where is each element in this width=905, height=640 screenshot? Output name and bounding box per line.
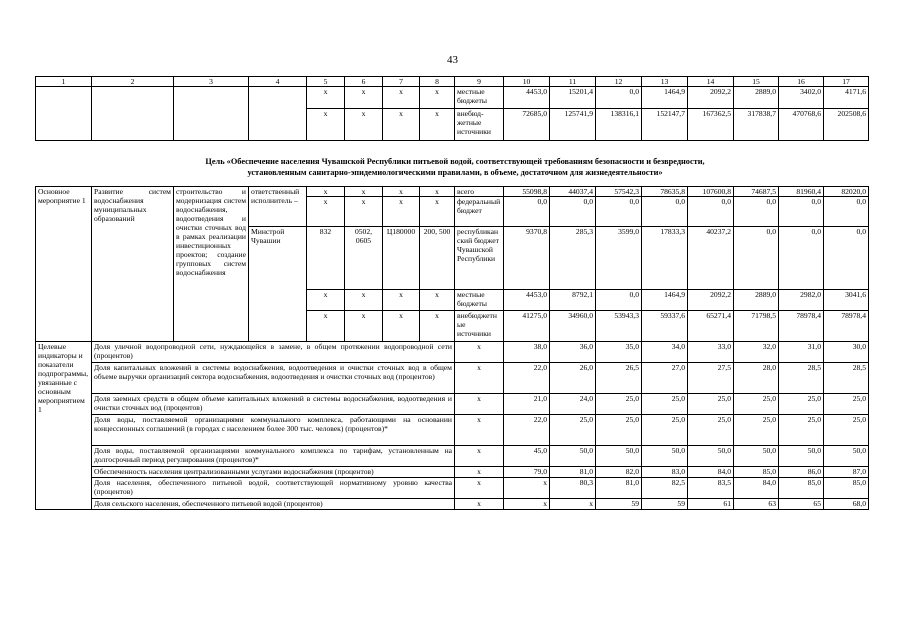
value-cell: 78635,8 xyxy=(642,187,688,197)
cell-expense-type: х xyxy=(420,197,455,227)
indicator-marker: х xyxy=(455,467,504,478)
cell-section: х xyxy=(345,87,383,109)
table-main xyxy=(35,186,869,510)
header-cell: 3 xyxy=(174,77,249,87)
cell-grbs: х xyxy=(307,109,345,141)
value-cell: 31,0 xyxy=(779,342,824,363)
value-cell: 167362,5 xyxy=(688,109,734,141)
indicator-row xyxy=(36,394,869,415)
cell-section: х xyxy=(345,187,383,197)
value-cell: 83,0 xyxy=(642,467,688,478)
value-cell: 80,3 xyxy=(550,478,596,499)
cell-grbs: х xyxy=(307,290,345,311)
value-cell: 0,0 xyxy=(824,197,869,227)
indicator-row xyxy=(36,467,869,478)
header-row xyxy=(36,77,869,87)
value-cell: 28,5 xyxy=(824,363,869,394)
value-cell: х xyxy=(504,499,550,510)
indicator-marker: х xyxy=(455,478,504,499)
cell-target-article: х xyxy=(383,290,420,311)
value-cell: 35,0 xyxy=(596,342,642,363)
value-cell: 82,0 xyxy=(596,467,642,478)
header-cell: 17 xyxy=(824,77,869,87)
empty-cell xyxy=(249,87,307,141)
value-cell: 63 xyxy=(734,499,779,510)
value-cell: 34,0 xyxy=(642,342,688,363)
header-cell: 14 xyxy=(688,77,734,87)
value-cell: 84,0 xyxy=(688,467,734,478)
value-cell: 82,5 xyxy=(642,478,688,499)
indicator-row xyxy=(36,342,869,363)
value-cell: 0,0 xyxy=(734,227,779,290)
header-cell: 6 xyxy=(345,77,383,87)
value-cell: 25,0 xyxy=(642,415,688,446)
value-cell: 0,0 xyxy=(504,197,550,227)
value-cell: 0,0 xyxy=(596,290,642,311)
value-cell: 0,0 xyxy=(779,197,824,227)
value-cell: 55098,8 xyxy=(504,187,550,197)
indicator-row xyxy=(36,446,869,467)
value-cell: 0,0 xyxy=(596,197,642,227)
value-cell: 50,0 xyxy=(824,446,869,467)
value-cell: 0,0 xyxy=(779,227,824,290)
header-cell: 2 xyxy=(92,77,174,87)
value-cell: 45,0 xyxy=(504,446,550,467)
funding-source: местные бюджеты xyxy=(455,87,504,109)
header-cell: 8 xyxy=(420,77,455,87)
value-cell: 74687,5 xyxy=(734,187,779,197)
value-cell: 2982,0 xyxy=(779,290,824,311)
value-cell: 32,0 xyxy=(734,342,779,363)
value-cell: 125741,9 xyxy=(550,109,596,141)
value-cell: 57542,3 xyxy=(596,187,642,197)
value-cell: 25,0 xyxy=(642,394,688,415)
cell-section: х xyxy=(345,290,383,311)
value-cell: 25,0 xyxy=(779,415,824,446)
value-cell: 25,0 xyxy=(688,394,734,415)
measure-responsible: ответственный исполнитель – xyxy=(249,187,307,227)
value-cell: 85,0 xyxy=(824,478,869,499)
goal-line-2: установленным санитарно-эпидемиологическими правилами, в объеме, достаточном для жизнедеятельности» xyxy=(247,168,663,177)
cell-section: х xyxy=(345,109,383,141)
indicator-row xyxy=(36,363,869,394)
cell-expense-type: х xyxy=(420,290,455,311)
value-cell: 50,0 xyxy=(596,446,642,467)
value-cell: 82020,0 xyxy=(824,187,869,197)
value-cell: 78978,4 xyxy=(824,311,869,342)
value-cell: 87,0 xyxy=(824,467,869,478)
value-cell: 86,0 xyxy=(779,467,824,478)
cell-target-article: х xyxy=(383,187,420,197)
header-cell: 1 xyxy=(36,77,92,87)
value-cell: 78978,4 xyxy=(779,311,824,342)
cell-grbs: х xyxy=(307,187,345,197)
value-cell: 68,0 xyxy=(824,499,869,510)
page-number: 43 xyxy=(447,54,458,66)
value-cell: 40237,2 xyxy=(688,227,734,290)
indicator-marker: х xyxy=(455,342,504,363)
value-cell: 85,0 xyxy=(779,478,824,499)
empty-cell xyxy=(92,87,174,141)
value-cell: 50,0 xyxy=(688,446,734,467)
value-cell: 0,0 xyxy=(642,197,688,227)
header-cell: 9 xyxy=(455,77,504,87)
value-cell: 81,0 xyxy=(550,467,596,478)
cell-target-article: х xyxy=(383,109,420,141)
cell-section: 0502, 0605 xyxy=(345,227,383,290)
header-cell: 12 xyxy=(596,77,642,87)
value-cell: 1464,9 xyxy=(642,290,688,311)
value-cell: 25,0 xyxy=(688,415,734,446)
funding-source: федеральный бюджет xyxy=(455,197,504,227)
value-cell: 4453,0 xyxy=(504,290,550,311)
value-cell: 2092,2 xyxy=(688,87,734,109)
value-cell: 25,0 xyxy=(824,394,869,415)
value-cell: 65271,4 xyxy=(688,311,734,342)
cell-target-article: х xyxy=(383,197,420,227)
value-cell: 81960,4 xyxy=(779,187,824,197)
cell-grbs: х xyxy=(307,311,345,342)
value-cell: 44037,4 xyxy=(550,187,596,197)
cell-section: х xyxy=(345,311,383,342)
value-cell: 152147,7 xyxy=(642,109,688,141)
value-cell: 25,0 xyxy=(596,394,642,415)
value-cell: х xyxy=(550,499,596,510)
header-cell: 7 xyxy=(383,77,420,87)
value-cell: 3599,0 xyxy=(596,227,642,290)
indicator-text: Доля воды, поставляемой организациями коммунального комплекса, работающими на основании концессионных соглашений (в городах с населением более 300 тыс. человек) (процентов)* xyxy=(92,415,455,446)
value-cell: 34960,0 xyxy=(550,311,596,342)
value-cell: 25,0 xyxy=(824,415,869,446)
value-cell: 59 xyxy=(642,499,688,510)
cell-target-article: Ц180000 xyxy=(383,227,420,290)
measure-description: строительство и модернизация систем водоснабжения, водоотведения и очистки сточных вод в рамках реализации инвестиционных проектов; создание групповых систем водоснабжения xyxy=(174,187,249,342)
value-cell: 28,0 xyxy=(734,363,779,394)
value-cell: 50,0 xyxy=(642,446,688,467)
measure-label: Основное мероприятие 1 xyxy=(36,187,92,342)
funding-source: республиканский бюджет Чувашской Республики xyxy=(455,227,504,290)
header-cell: 16 xyxy=(779,77,824,87)
value-cell: 3402,0 xyxy=(779,87,824,109)
value-cell: 21,0 xyxy=(504,394,550,415)
indicator-marker: х xyxy=(455,499,504,510)
goal-line-1: Цель «Обеспечение населения Чувашской Республики питьевой водой, соответствующей требованиям безопасности и безвредности, xyxy=(205,157,705,166)
indicator-marker: х xyxy=(455,446,504,467)
cell-target-article: х xyxy=(383,311,420,342)
value-cell: 26,5 xyxy=(596,363,642,394)
value-cell: 59337,6 xyxy=(642,311,688,342)
value-cell: 50,0 xyxy=(734,446,779,467)
value-cell: 8792,1 xyxy=(550,290,596,311)
value-cell: 17833,3 xyxy=(642,227,688,290)
cell-grbs: х xyxy=(307,197,345,227)
header-cell: 11 xyxy=(550,77,596,87)
value-cell: 53943,3 xyxy=(596,311,642,342)
indicator-marker: х xyxy=(455,415,504,446)
value-cell: 36,0 xyxy=(550,342,596,363)
value-cell: 81,0 xyxy=(596,478,642,499)
cell-expense-type: х xyxy=(420,87,455,109)
value-cell: 0,0 xyxy=(550,197,596,227)
measure-name: Развитие систем водоснабжения муниципальных образований xyxy=(92,187,174,342)
indicator-marker: х xyxy=(455,363,504,394)
indicator-marker: х xyxy=(455,394,504,415)
value-cell: 24,0 xyxy=(550,394,596,415)
value-cell: 22,0 xyxy=(504,415,550,446)
funding-source: всего xyxy=(455,187,504,197)
value-cell: 317838,7 xyxy=(734,109,779,141)
value-cell: 25,0 xyxy=(550,415,596,446)
cell-grbs: 832 xyxy=(307,227,345,290)
cell-grbs: х xyxy=(307,87,345,109)
value-cell: 71798,5 xyxy=(734,311,779,342)
table-row xyxy=(36,187,869,197)
funding-source: внебюд-жетные источники xyxy=(455,109,504,141)
cell-expense-type: 200, 500 xyxy=(420,227,455,290)
indicator-row xyxy=(36,478,869,499)
cell-target-article: х xyxy=(383,87,420,109)
indicator-row xyxy=(36,499,869,510)
value-cell: 25,0 xyxy=(734,394,779,415)
indicator-row xyxy=(36,415,869,446)
value-cell: 22,0 xyxy=(504,363,550,394)
indicator-text: Доля капитальных вложений в системы водоснабжения, водоотведения и очистки сточных вод в общем объеме выручки организаций сектора водоснабжения, водоотведения и очистки сточных вод (процентов) xyxy=(92,363,455,394)
value-cell: 0,0 xyxy=(734,197,779,227)
measure-executor: Минстрой Чувашии xyxy=(249,227,307,342)
header-cell: 10 xyxy=(504,77,550,87)
value-cell: 38,0 xyxy=(504,342,550,363)
indicator-text: Доля населения, обеспеченного питьевой водой, соответствующей нормативному уровню качества (процентов) xyxy=(92,478,455,499)
funding-source: внебюджетные источники xyxy=(455,311,504,342)
value-cell: 2889,0 xyxy=(734,87,779,109)
indicators-label: Целевые индикаторы и показатели подпрограммы, увязанные с основным мероприятием 1 xyxy=(36,342,92,510)
header-cell: 15 xyxy=(734,77,779,87)
goal-heading xyxy=(150,156,760,178)
value-cell: 65 xyxy=(779,499,824,510)
value-cell: 28,5 xyxy=(779,363,824,394)
value-cell: 107600,8 xyxy=(688,187,734,197)
header-cell: 13 xyxy=(642,77,688,87)
value-cell: 2889,0 xyxy=(734,290,779,311)
indicator-text: Доля уличной водопроводной сети, нуждающейся в замене, в общем протяжении водопроводной сети (процентов) xyxy=(92,342,455,363)
value-cell: 15201,4 xyxy=(550,87,596,109)
value-cell: 2092,2 xyxy=(688,290,734,311)
cell-section: х xyxy=(345,197,383,227)
value-cell: 285,3 xyxy=(550,227,596,290)
value-cell: 50,0 xyxy=(550,446,596,467)
table-top xyxy=(35,76,869,141)
value-cell: 25,0 xyxy=(734,415,779,446)
value-cell: 0,0 xyxy=(824,227,869,290)
value-cell: 79,0 xyxy=(504,467,550,478)
value-cell: 61 xyxy=(688,499,734,510)
value-cell: 3041,6 xyxy=(824,290,869,311)
value-cell: 0,0 xyxy=(688,197,734,227)
value-cell: 25,0 xyxy=(596,415,642,446)
table-row xyxy=(36,87,869,109)
value-cell: 27,5 xyxy=(688,363,734,394)
funding-source: местные бюджеты xyxy=(455,290,504,311)
empty-cell xyxy=(36,87,92,141)
value-cell: 84,0 xyxy=(734,478,779,499)
cell-expense-type: х xyxy=(420,109,455,141)
value-cell: 33,0 xyxy=(688,342,734,363)
value-cell: 0,0 xyxy=(596,87,642,109)
value-cell: 85,0 xyxy=(734,467,779,478)
cell-expense-type: х xyxy=(420,311,455,342)
value-cell: 41275,0 xyxy=(504,311,550,342)
value-cell: 9370,8 xyxy=(504,227,550,290)
indicator-text: Доля воды, поставляемой организациями коммунального комплекса по тарифам, установленным на долгосрочный период регулирования (процентов)* xyxy=(92,446,455,467)
value-cell: 138316,1 xyxy=(596,109,642,141)
value-cell: 72685,0 xyxy=(504,109,550,141)
value-cell: 50,0 xyxy=(779,446,824,467)
indicator-text: Обеспеченность населения централизованными услугами водоснабжения (процентов) xyxy=(92,467,455,478)
value-cell: 59 xyxy=(596,499,642,510)
indicator-text: Доля сельского населения, обеспеченного питьевой водой (процентов) xyxy=(92,499,455,510)
value-cell: 470768,6 xyxy=(779,109,824,141)
header-cell: 5 xyxy=(307,77,345,87)
value-cell: 4171,6 xyxy=(824,87,869,109)
value-cell: 26,0 xyxy=(550,363,596,394)
value-cell: 83,5 xyxy=(688,478,734,499)
cell-expense-type: х xyxy=(420,187,455,197)
value-cell: 27,0 xyxy=(642,363,688,394)
value-cell: 1464,9 xyxy=(642,87,688,109)
value-cell: 30,0 xyxy=(824,342,869,363)
value-cell: 202508,6 xyxy=(824,109,869,141)
value-cell: 4453,0 xyxy=(504,87,550,109)
value-cell: х xyxy=(504,478,550,499)
header-cell: 4 xyxy=(249,77,307,87)
empty-cell xyxy=(174,87,249,141)
indicator-text: Доля заемных средств в общем объеме капитальных вложений в системы водоснабжения, водоотведения и очистки сточных вод (процентов) xyxy=(92,394,455,415)
value-cell: 25,0 xyxy=(779,394,824,415)
